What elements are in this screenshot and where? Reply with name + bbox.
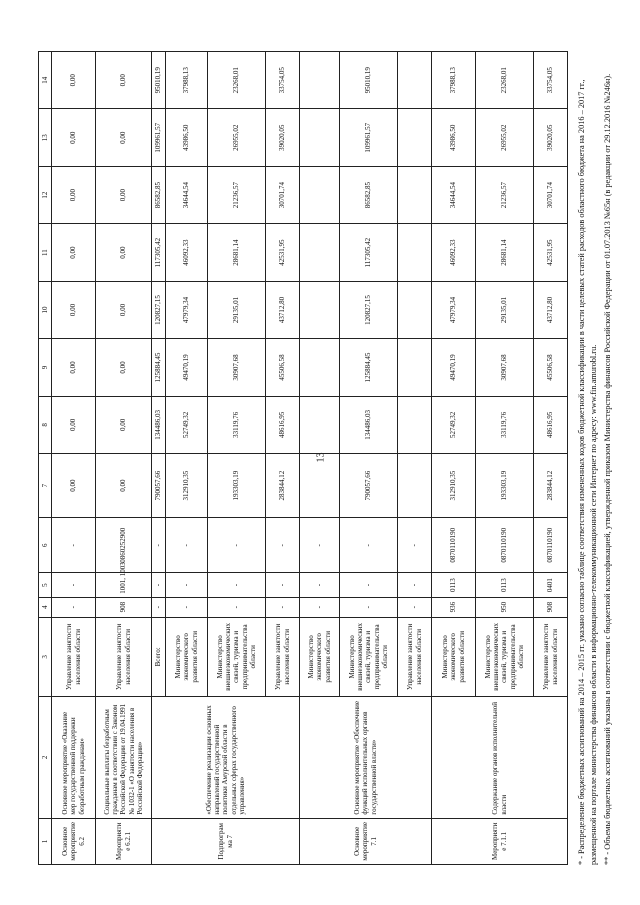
value-cell: 0,00 (96, 52, 152, 110)
column-number: 9 (39, 339, 52, 396)
value-cell: 34644,54 (432, 166, 476, 223)
value-cell: 134486,03 (152, 396, 166, 453)
value-cell: 125884,45 (152, 339, 166, 396)
executor-cell: Министерство экономического развития области (166, 617, 208, 697)
value-cell: 0,00 (52, 281, 96, 338)
value-cell: 33119,76 (208, 396, 266, 453)
value-cell: 950 (476, 597, 534, 617)
value-cell: - (52, 518, 96, 573)
value-cell: 117305,42 (340, 224, 398, 281)
value-cell: 936 (432, 597, 476, 617)
value-cell: 95010,19 (152, 52, 166, 110)
activity-code-cell: Мероприятие 6.2.1 (96, 818, 152, 864)
value-cell: 39020,05 (266, 109, 300, 166)
footnote-2: ** - Объемы бюджетных ассигнований указаны в соответствии с бюджетной классификацией, утвержденной приказом Министерства финансов Российской Федерации от 01.07.2013 №65н (в редакции от 29.12.2016 №246н). (603, 73, 613, 865)
value-cell: 193303,19 (476, 454, 534, 518)
table-row (432, 52, 476, 865)
activity-code-cell: Основное мероприятие 6.2 (52, 818, 96, 864)
value-cell: 21236,57 (476, 166, 534, 223)
value-cell: 908 (534, 597, 568, 617)
value-cell: 30701,74 (534, 166, 568, 223)
value-cell: 109961,57 (152, 109, 166, 166)
value-cell: 1001, 1003 (96, 573, 152, 597)
value-cell: 0870110190 (432, 518, 476, 573)
table-row (96, 52, 152, 865)
column-number: 2 (39, 697, 52, 819)
value-cell: 33754,05 (534, 52, 568, 110)
value-cell (300, 339, 340, 396)
value-cell: - (208, 597, 266, 617)
value-cell: 45506,58 (534, 339, 568, 396)
value-cell: - (340, 518, 398, 573)
column-number: 12 (39, 166, 52, 223)
value-cell (398, 454, 432, 518)
column-number: 14 (39, 52, 52, 110)
value-cell: - (340, 573, 398, 597)
value-cell: 45506,58 (266, 339, 300, 396)
value-cell: 0113 (432, 573, 476, 597)
value-cell: 30907,68 (208, 339, 266, 396)
value-cell: - (398, 597, 432, 617)
value-cell (300, 281, 340, 338)
value-cell (300, 109, 340, 166)
value-cell: 0,00 (96, 166, 152, 223)
executor-cell: Управление занятости населения области (96, 617, 152, 697)
value-cell (398, 52, 432, 110)
value-cell: 21236,57 (208, 166, 266, 223)
activity-code-cell: Основное мероприятие 7.1 (300, 818, 432, 864)
column-number: 6 (39, 518, 52, 573)
value-cell (300, 166, 340, 223)
value-cell: 0401 (534, 573, 568, 597)
value-cell: 43712,80 (534, 281, 568, 338)
value-cell: 0,00 (96, 281, 152, 338)
value-cell: 0,00 (52, 52, 96, 110)
value-cell: 908 (96, 597, 152, 617)
value-cell: 0,00 (96, 396, 152, 453)
page-number: 13 (315, 452, 327, 463)
value-cell: 28681,14 (476, 224, 534, 281)
activity-name-cell: Основное мероприятие «Оказание мер государственной поддержки безработным гражданам» (52, 697, 96, 819)
value-cell: 0113 (476, 573, 534, 597)
executor-cell: Министерство внешнеэкономических связей, туризма и предпринимательства области (340, 617, 398, 697)
value-cell: 193303,19 (208, 454, 266, 518)
value-cell: 48616,95 (534, 396, 568, 453)
value-cell: 0,00 (96, 454, 152, 518)
value-cell (398, 224, 432, 281)
value-cell: - (152, 597, 166, 617)
value-cell: - (208, 573, 266, 597)
value-cell: 0,00 (52, 396, 96, 453)
value-cell: 283844,12 (266, 454, 300, 518)
executor-cell: Управление занятости населения области (52, 617, 96, 697)
column-number: 10 (39, 281, 52, 338)
value-cell: 49470,19 (166, 339, 208, 396)
value-cell: - (152, 573, 166, 597)
table-row (152, 52, 166, 865)
value-cell: 0,00 (52, 339, 96, 396)
column-number: 5 (39, 573, 52, 597)
value-cell: 43712,80 (266, 281, 300, 338)
executor-cell: Всего: (152, 617, 166, 697)
value-cell: 43986,50 (166, 109, 208, 166)
value-cell: 28681,14 (208, 224, 266, 281)
value-cell: 790057,66 (152, 454, 166, 518)
budget-table (38, 51, 568, 865)
value-cell: 134486,03 (340, 396, 398, 453)
value-cell: 30701,74 (266, 166, 300, 223)
value-cell: - (166, 597, 208, 617)
executor-cell: Министерство экономического развития области (432, 617, 476, 697)
value-cell: - (340, 597, 398, 617)
value-cell: - (166, 573, 208, 597)
value-cell: 0,00 (96, 109, 152, 166)
value-cell: 34644,54 (166, 166, 208, 223)
value-cell: 48616,95 (266, 396, 300, 453)
activity-name-cell: Социальные выплаты безработным гражданам в соответствии с Законом Российской Федерации от 19.04.1991 № 1032-1 «О занятости населения в Российской Федерации» (96, 697, 152, 819)
value-cell (398, 109, 432, 166)
value-cell: 37988,13 (432, 52, 476, 110)
value-cell: 29135,01 (208, 281, 266, 338)
value-cell: - (166, 518, 208, 573)
value-cell: 86582,85 (152, 166, 166, 223)
value-cell (398, 396, 432, 453)
value-cell: 109961,57 (340, 109, 398, 166)
value-cell (398, 281, 432, 338)
value-cell: 312910,35 (166, 454, 208, 518)
value-cell: - (152, 518, 166, 573)
column-number: 8 (39, 396, 52, 453)
value-cell: 47979,34 (166, 281, 208, 338)
value-cell: 33754,05 (266, 52, 300, 110)
value-cell: - (52, 597, 96, 617)
executor-cell: Управление занятости населения области (266, 617, 300, 697)
footnotes (576, 55, 614, 865)
value-cell (300, 454, 340, 518)
value-cell: 0,00 (52, 109, 96, 166)
table-row (52, 52, 96, 865)
value-cell: 47979,34 (432, 281, 476, 338)
value-cell: 52749,32 (166, 396, 208, 453)
value-cell: 29135,01 (476, 281, 534, 338)
value-cell: 117305,42 (152, 224, 166, 281)
value-cell: 23268,01 (476, 52, 534, 110)
value-cell: - (52, 573, 96, 597)
value-cell: 0,00 (52, 224, 96, 281)
value-cell: - (266, 597, 300, 617)
value-cell (398, 339, 432, 396)
value-cell: 49470,19 (432, 339, 476, 396)
footnote-1: * - Распределение бюджетных ассигнований на 2014 – 2015 гг. указано согласно таблице соответствия измененных кодов бюджетной классификации в части целевых статей расходов областного бюджета на 2016 – 2017 гг., размещенной на портале министерства финансов области в информационно-телекоммуникационной сети Интернет по адресу: www.fin.amurobl.ru. (577, 79, 599, 865)
value-cell: 42531,95 (534, 224, 568, 281)
column-number-row (39, 52, 52, 865)
executor-cell: Министерство внешнеэкономических связей, туризма и предпринимательства области (208, 617, 266, 697)
value-cell: 0870110190 (476, 518, 534, 573)
value-cell: 42531,95 (266, 224, 300, 281)
value-cell: 0,00 (96, 224, 152, 281)
value-cell: - (208, 518, 266, 573)
value-cell: 312910,35 (432, 454, 476, 518)
value-cell: 39020,05 (534, 109, 568, 166)
value-cell: 95010,19 (340, 52, 398, 110)
activity-name-cell: «Обеспечение реализации основных направлений государственной политики Амурской области в отдельных сферах государственного управления» (152, 697, 300, 819)
executor-cell: Министерство экономического развития области (300, 617, 340, 697)
activity-code-cell: Подпрограмма 7 (152, 818, 300, 864)
value-cell: 0,00 (52, 454, 96, 518)
activity-name-cell: Основное мероприятие «Обеспечение функций исполнительных органов государственной власти» (300, 697, 432, 819)
value-cell: 46092,33 (432, 224, 476, 281)
value-cell (300, 52, 340, 110)
value-cell (300, 396, 340, 453)
value-cell (300, 224, 340, 281)
value-cell: 283844,12 (534, 454, 568, 518)
value-cell: 52749,32 (432, 396, 476, 453)
value-cell: 120827,15 (152, 281, 166, 338)
value-cell: 43986,50 (432, 109, 476, 166)
value-cell: 0860252900 (96, 518, 152, 573)
value-cell: 26955,02 (476, 109, 534, 166)
value-cell: 46092,33 (166, 224, 208, 281)
activity-name-cell: Содержание органов исполнительной власти (432, 697, 568, 819)
value-cell: 790057,66 (340, 454, 398, 518)
value-cell: 86582,85 (340, 166, 398, 223)
value-cell: - (300, 597, 340, 617)
column-number: 3 (39, 617, 52, 697)
executor-cell: Управление занятости населения области (534, 617, 568, 697)
value-cell: 0,00 (52, 166, 96, 223)
executor-cell: Министерство внешнеэкономических связей, туризма и предпринимательства области (476, 617, 534, 697)
value-cell: 0,00 (96, 339, 152, 396)
column-number: 4 (39, 597, 52, 617)
value-cell (398, 166, 432, 223)
value-cell: 26955,02 (208, 109, 266, 166)
value-cell: - (300, 573, 340, 597)
value-cell: 30907,68 (476, 339, 534, 396)
value-cell: 23268,01 (208, 52, 266, 110)
value-cell: 125884,45 (340, 339, 398, 396)
value-cell: - (266, 518, 300, 573)
activity-code-cell: Мероприятие 7.1.1 (432, 818, 568, 864)
value-cell: 37988,13 (166, 52, 208, 110)
value-cell: - (398, 573, 432, 597)
column-number: 11 (39, 224, 52, 281)
value-cell: - (300, 518, 340, 573)
value-cell: - (398, 518, 432, 573)
column-number: 13 (39, 109, 52, 166)
executor-cell: Управление занятости населения области (398, 617, 432, 697)
value-cell: 0870110190 (534, 518, 568, 573)
column-number: 7 (39, 454, 52, 518)
rotated-page (30, 25, 613, 875)
value-cell: 120827,15 (340, 281, 398, 338)
column-number: 1 (39, 818, 52, 864)
value-cell: 33119,76 (476, 396, 534, 453)
value-cell: - (266, 573, 300, 597)
table-row (300, 52, 340, 865)
